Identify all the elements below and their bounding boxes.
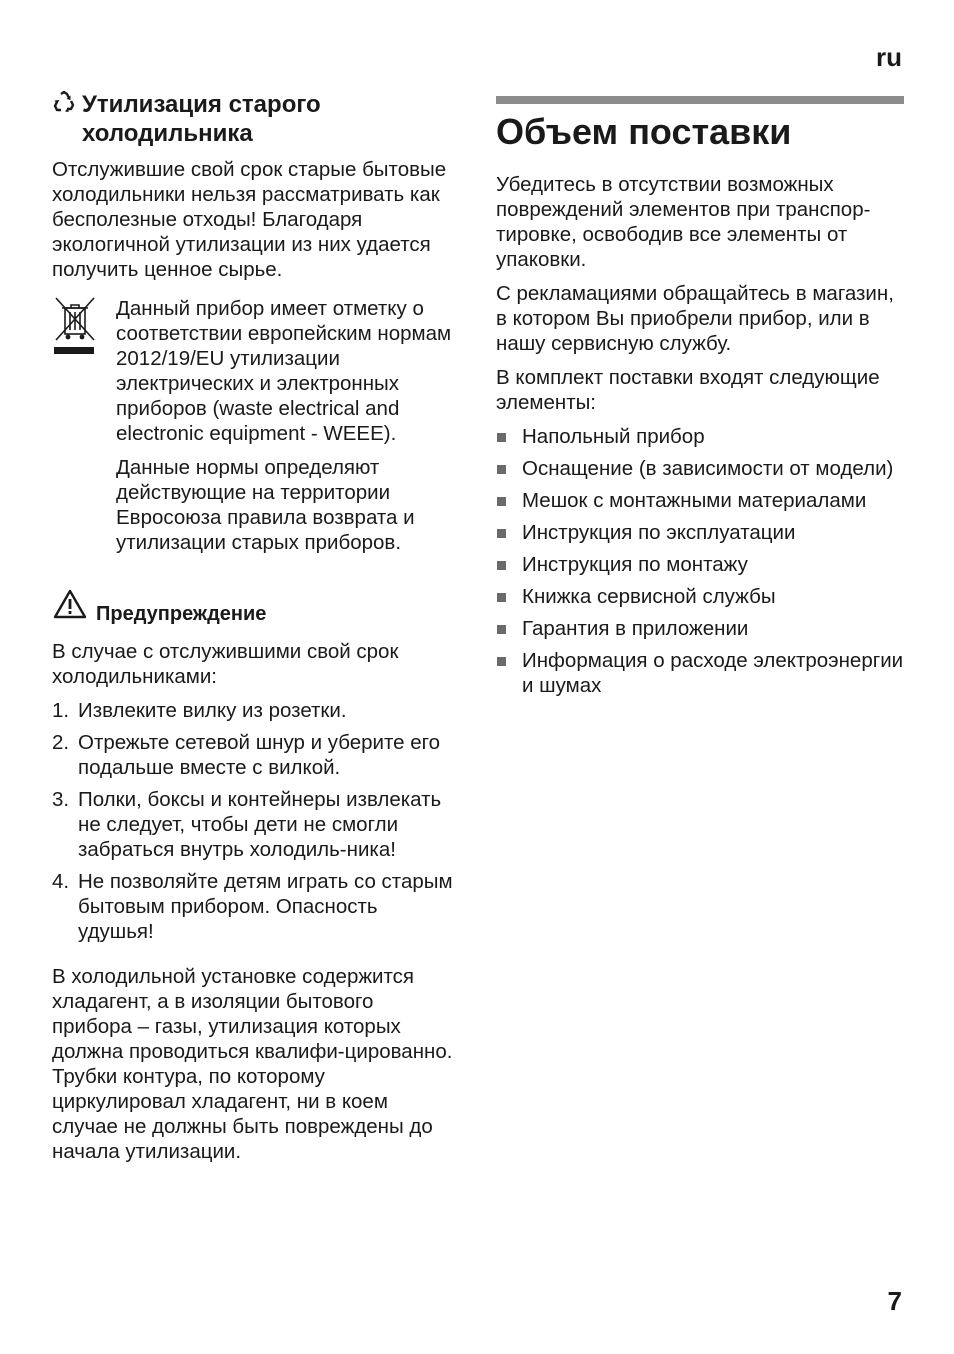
list-item bbox=[496, 552, 904, 577]
item-text: Книжка сервисной службы bbox=[522, 585, 776, 608]
item-text: Гарантия в приложении bbox=[522, 617, 749, 640]
weee-text-1: Данный прибор имеет отметку о соответствии европейским нормам 2012/19/EU утилизации электрических и электронных приборов (waste electrical and electronic equipment - WEEE). bbox=[116, 297, 452, 445]
list-item bbox=[496, 648, 904, 698]
square-bullet-icon bbox=[496, 520, 522, 545]
item-text: Информация о расходе электроэнергии и шумах bbox=[522, 649, 904, 697]
list-item bbox=[496, 424, 904, 449]
list-item bbox=[52, 787, 457, 862]
list-item bbox=[496, 520, 904, 545]
step-number: 3. bbox=[52, 788, 70, 811]
weee-block bbox=[52, 296, 457, 564]
list-item bbox=[496, 456, 904, 481]
delivery-section bbox=[496, 96, 904, 705]
warning-label: Предупреждение bbox=[96, 603, 267, 625]
delivery-paragraph-1: Убедитесь в отсутствии возможных повреждений элементов при транспор-тировке, освободив все элементы от упаковки. bbox=[496, 173, 871, 271]
list-item bbox=[496, 488, 904, 513]
refrigerant-note: В холодильной установке содержится хладагент, а в изоляции бытового прибора – газы, утилизация которых должна проводиться квалифи-цированно. Трубки контура, по которому циркулировал хладагент, ни в коем случае не должны быть повреждены до начала утилизации. bbox=[52, 965, 453, 1163]
square-bullet-icon bbox=[496, 584, 522, 609]
language-code: ru bbox=[876, 42, 902, 72]
weee-text-2: Данные нормы определяют действующие на территории Евросоюза правила возврата и утилизации старых приборов. bbox=[116, 456, 415, 554]
warning-heading bbox=[52, 588, 457, 625]
section-rule bbox=[496, 96, 904, 104]
step-number: 2. bbox=[52, 731, 70, 754]
step-number: 4. bbox=[52, 870, 70, 893]
page-number: 7 bbox=[887, 1286, 902, 1316]
square-bullet-icon bbox=[496, 648, 522, 698]
warning-steps bbox=[52, 698, 457, 944]
crossed-out-bin-icon bbox=[52, 296, 116, 564]
disposal-section bbox=[52, 90, 457, 1173]
item-text: Инструкция по монтажу bbox=[522, 553, 748, 576]
disposal-title-line1: Утилизация старого bbox=[82, 91, 321, 118]
step-text: Полки, боксы и контейнеры извлекать не следует, чтобы дети не смогли забраться внутрь холодиль-ника! bbox=[78, 788, 442, 861]
item-text: Мешок с монтажными материалами bbox=[522, 489, 867, 512]
step-text: Извлеките вилку из розетки. bbox=[78, 699, 347, 722]
delivery-paragraph-2: С рекламациями обращайтесь в магазин, в котором Вы приобрели прибор, или в нашу сервисную службу. bbox=[496, 282, 894, 355]
warning-intro: В случае с отслужившими свой срок холодильниками: bbox=[52, 640, 399, 688]
step-text: Отрежьте сетевой шнур и уберите его подальше вместе с вилкой. bbox=[78, 731, 441, 779]
item-text: Напольный прибор bbox=[522, 425, 705, 448]
item-text: Оснащение (в зависимости от модели) bbox=[522, 457, 894, 480]
delivery-paragraph-3: В комплект поставки входят следующие элементы: bbox=[496, 366, 880, 414]
list-item bbox=[496, 616, 904, 641]
item-text: Инструкция по эксплуатации bbox=[522, 521, 796, 544]
list-item bbox=[52, 869, 457, 944]
square-bullet-icon bbox=[496, 488, 522, 513]
list-item bbox=[496, 584, 904, 609]
disposal-intro: Отслужившие свой срок старые бытовые холодильники нельзя рассматривать как бесполезные отходы! Благодаря экологичной утилизации из них удается получить ценное сырье. bbox=[52, 158, 447, 281]
warning-triangle-icon bbox=[52, 588, 88, 625]
delivery-items bbox=[496, 424, 904, 698]
list-item bbox=[52, 730, 457, 780]
square-bullet-icon bbox=[496, 424, 522, 449]
square-bullet-icon bbox=[496, 456, 522, 481]
square-bullet-icon bbox=[496, 552, 522, 577]
disposal-heading bbox=[52, 90, 457, 148]
step-text: Не позволяйте детям играть со старым бытовым прибором. Опасность удушья! bbox=[78, 870, 453, 943]
square-bullet-icon bbox=[496, 616, 522, 641]
delivery-title: Объем поставки bbox=[496, 111, 792, 152]
list-item bbox=[52, 698, 457, 723]
step-number: 1. bbox=[52, 699, 70, 722]
recycle-icon bbox=[52, 90, 82, 148]
disposal-title-line2: холодильника bbox=[82, 120, 253, 147]
